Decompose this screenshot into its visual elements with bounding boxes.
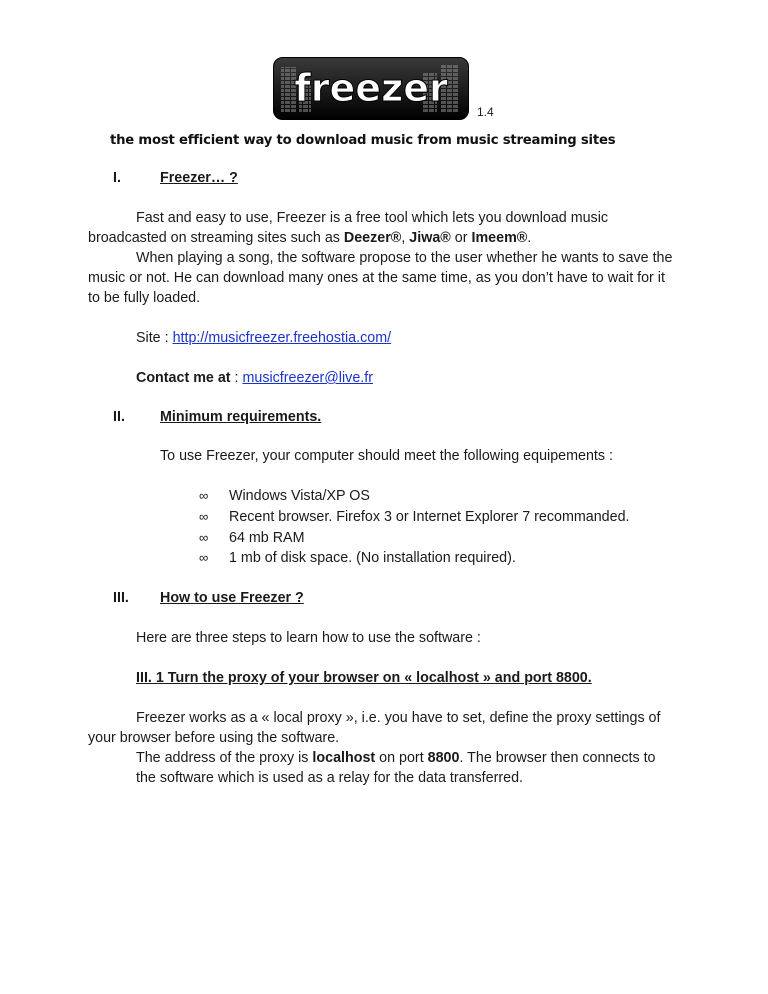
text: , (401, 230, 410, 246)
section-number-3: III. (113, 590, 129, 606)
bullet-icon: ∞ (199, 530, 209, 545)
section-number-1: I. (113, 170, 121, 186)
paragraph-play-line3: to be fully loaded. (88, 290, 201, 306)
contact-line (136, 369, 373, 387)
text: . The browser then connects to (459, 750, 656, 766)
list-item: Recent browser. Firefox 3 or Internet Explorer 7 recommanded. (229, 509, 630, 525)
proxy-paragraph-line2: your browser before using the software. (88, 730, 340, 746)
list-item: 1 mb of disk space. (No installation required). (229, 550, 516, 566)
proxy-paragraph-line1: Freezer works as a « local proxy », i.e. you have to set, define the proxy settings of (136, 710, 661, 726)
contact-label: Contact me at (136, 370, 231, 386)
contact-email-link[interactable]: musicfreezer@live.fr (242, 370, 373, 386)
bullet-icon: ∞ (199, 488, 209, 503)
paragraph-intro-line2 (88, 229, 531, 247)
proxy-address-line1 (136, 749, 656, 767)
text: on port (375, 750, 428, 766)
steps-intro: Here are three steps to learn how to use the software : (136, 630, 481, 646)
section-heading-1: Freezer… ? (160, 170, 238, 186)
text: The address of the proxy is (136, 750, 313, 766)
site-label: Site : (136, 330, 173, 346)
section-heading-3: How to use Freezer ? (160, 590, 304, 606)
deezer-name: Deezer® (343, 230, 402, 246)
imeem-name: Imeem® (471, 230, 528, 246)
site-link[interactable]: http://musicfreezer.freehostia.com/ (172, 330, 392, 346)
tagline: the most efficient way to download music from music streaming sites (110, 133, 616, 148)
proxy-host: localhost (312, 750, 376, 766)
site-line (136, 329, 391, 347)
section-heading-2: Minimum requirements. (160, 409, 322, 425)
paragraph-play-line2: music or not. He can download many ones at the same time, as you don’t have to wait for it (88, 270, 665, 286)
text: . (527, 230, 532, 246)
proxy-port: 8800 (427, 750, 460, 766)
text: broadcasted on streaming sites such as (88, 230, 344, 246)
sub-heading-3-1: III. 1 Turn the proxy of your browser on « localhost » and port 8800. (136, 670, 592, 686)
requirements-intro: To use Freezer, your computer should meet the following equipements : (160, 448, 613, 464)
paragraph-intro-line1: Fast and easy to use, Freezer is a free tool which lets you download music (136, 210, 609, 226)
section-number-2: II. (113, 409, 125, 425)
bullet-icon: ∞ (199, 550, 209, 565)
version-number: 1.4 (477, 105, 494, 119)
text: or (450, 230, 472, 246)
text: : (230, 370, 243, 386)
list-item: 64 mb RAM (229, 530, 305, 546)
proxy-address-line2: the software which is used as a relay for the data transferred. (136, 770, 524, 786)
logo-text: freezer (294, 66, 448, 110)
freezer-logo (273, 57, 469, 120)
list-item: Windows Vista/XP OS (229, 488, 370, 504)
paragraph-play-line1: When playing a song, the software propose to the user whether he wants to save the (136, 250, 673, 266)
jiwa-name: Jiwa® (409, 230, 451, 246)
freezer-logo-graphic (273, 57, 469, 120)
bullet-icon: ∞ (199, 509, 209, 524)
